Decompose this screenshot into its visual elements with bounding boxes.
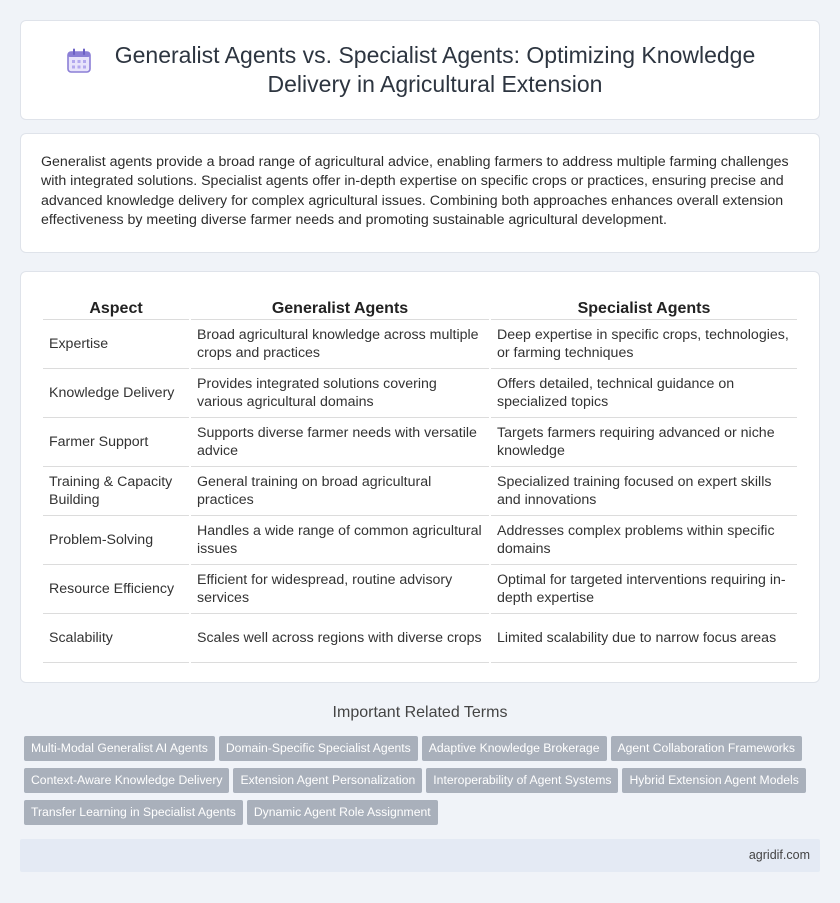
comparison-table-card <box>20 271 820 683</box>
table-row <box>43 614 797 663</box>
header-card <box>20 20 820 120</box>
cell-generalist: Provides integrated solutions covering various agricultural domains <box>191 369 489 418</box>
intro-paragraph: Generalist agents provide a broad range of agricultural advice, enabling farmers to address multiple farming challenges with integrated solutions. Specialist agents offer in-depth expertise on specific crops or practices, ensuring precise and advanced knowledge delivery for complex agricultural issues. Combining both approaches enhances overall extension effectiveness by meeting diverse farmer needs and promoting sustainable agricultural development. <box>41 154 789 229</box>
page-title: Generalist Agents vs. Specialist Agents: Optimizing Knowledge Delivery in Agricultural Extension <box>114 42 756 97</box>
cell-specialist: Specialized training focused on expert skills and innovations <box>491 467 797 516</box>
table-row <box>43 369 797 418</box>
cell-generalist: Efficient for widespread, routine advisory services <box>191 565 489 614</box>
cell-aspect: Farmer Support <box>43 418 189 467</box>
cell-specialist: Deep expertise in specific crops, technologies, or farming techniques <box>491 320 797 369</box>
related-term-tag[interactable]: Interoperability of Agent Systems <box>426 768 618 793</box>
cell-specialist: Limited scalability due to narrow focus areas <box>491 614 797 663</box>
related-term-tag[interactable]: Multi-Modal Generalist AI Agents <box>24 736 215 761</box>
footer-site-link[interactable]: agridif.com <box>748 848 810 862</box>
header-generalist: Generalist Agents <box>191 294 489 320</box>
comparison-table <box>41 294 799 663</box>
related-term-tag[interactable]: Transfer Learning in Specialist Agents <box>24 800 243 825</box>
cell-generalist: Broad agricultural knowledge across multiple crops and practices <box>191 320 489 369</box>
related-term-tag[interactable]: Extension Agent Personalization <box>233 768 422 793</box>
table-row <box>43 565 797 614</box>
related-term-tag[interactable]: Context-Aware Knowledge Delivery <box>24 768 229 793</box>
related-term-tag[interactable]: Hybrid Extension Agent Models <box>622 768 805 793</box>
cell-generalist: Supports diverse farmer needs with versatile advice <box>191 418 489 467</box>
cell-generalist: Handles a wide range of common agricultural issues <box>191 516 489 565</box>
cell-aspect: Training & Capacity Building <box>43 467 189 516</box>
table-row <box>43 516 797 565</box>
intro-card <box>20 133 820 253</box>
related-term-tag[interactable]: Agent Collaboration Frameworks <box>611 736 802 761</box>
cell-aspect: Problem-Solving <box>43 516 189 565</box>
related-term-tag[interactable]: Dynamic Agent Role Assignment <box>247 800 438 825</box>
cell-specialist: Offers detailed, technical guidance on specialized topics <box>491 369 797 418</box>
cell-specialist: Optimal for targeted interventions requiring in-depth expertise <box>491 565 797 614</box>
related-term-tag[interactable]: Adaptive Knowledge Brokerage <box>422 736 607 761</box>
table-row <box>43 467 797 516</box>
table-row <box>43 320 797 369</box>
header-aspect: Aspect <box>43 294 189 320</box>
cell-aspect: Resource Efficiency <box>43 565 189 614</box>
cell-specialist: Targets farmers requiring advanced or niche knowledge <box>491 418 797 467</box>
cell-specialist: Addresses complex problems within specific domains <box>491 516 797 565</box>
cell-aspect: Scalability <box>43 614 189 663</box>
related-term-tag[interactable]: Domain-Specific Specialist Agents <box>219 736 418 761</box>
cell-generalist: General training on broad agricultural practices <box>191 467 489 516</box>
cell-generalist: Scales well across regions with diverse crops <box>191 614 489 663</box>
table-row <box>43 418 797 467</box>
cell-aspect: Knowledge Delivery <box>43 369 189 418</box>
footer <box>20 839 820 872</box>
cell-aspect: Expertise <box>43 320 189 369</box>
header-specialist: Specialist Agents <box>491 294 797 320</box>
related-terms-heading: Important Related Terms <box>332 704 508 721</box>
table-header-row <box>43 294 797 320</box>
related-terms-tags <box>24 736 824 832</box>
